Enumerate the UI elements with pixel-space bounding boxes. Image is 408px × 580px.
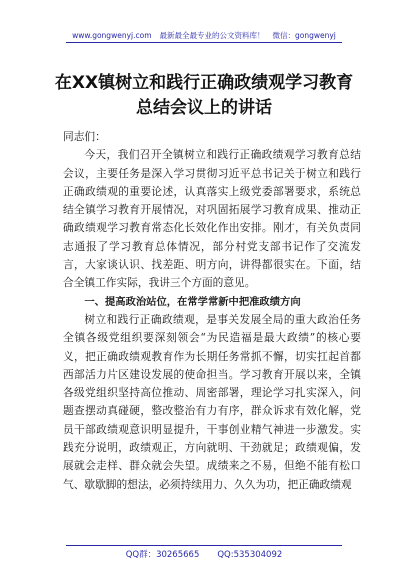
section-1-paragraph: 树立和践行正确政绩观，是事关发展全局的重大政治任务全镇各级党组织要深刻领会“为民造福是最大政绩”的核心要义，把正确政绩观教育作为长期任务常抓不懈，切实扛起首都西部活力片区建设发展的使命担当。学习教育开展以来，全镇各级党组织坚持高位推动、周密部署，理论学习扎实深入，问题查摆动真碰硬，整改整治有力有序，群众诉求有效化解，党员干部政绩观意识明显提升，干事创业精气神进一步激发。实践充分说明，政绩观正，方向就明、干劲就足；政绩观偏，发展就会走样、群众就会失望。成绩来之不易，但绝不能有松口气、歇歇脚的想法，必须持续用力、久久为功，把正确政绩观 — [63, 312, 361, 491]
qq-contact: QQ:535304092 — [217, 550, 283, 560]
document-title-line-2: 总结会议上的讲话 — [136, 98, 272, 118]
site-header — [0, 30, 408, 41]
footer-divider — [66, 545, 342, 546]
intro-paragraph: 今天，我们召开全镇树立和践行正确政绩观学习教育总结会议，主要任务是深入学习贯彻习近平总书记关于树立和践行正确政绩观的重要论述，认真落实上级党委部署要求，系统总结全镇学习教育开展情况，对巩固拓展学习教育成果、推动正确政绩观学习教育常态化长效化作出安排。刚才，有关负责同志通报了学习教育总体情况，部分村党支部书记作了交流发言，大家谈认识、找差距、明方向，讲得都很实在。下面，结合全镇工作实际，我讲三个方面的意见。 — [63, 148, 361, 290]
site-slogan: 最新最全最专业的公文资料库！ — [159, 31, 265, 40]
document-title-line-1: 在XX镇树立和践行正确政绩观学习教育 — [54, 73, 354, 93]
wechat-id: 微信：gongwenyj — [272, 31, 336, 40]
section-1-heading: 一、提高政治站位，在常学常新中把准政绩方向 — [84, 295, 301, 308]
header-divider — [66, 42, 342, 43]
site-footer — [0, 548, 408, 560]
site-url[interactable]: www.gongwenyj.com — [72, 31, 152, 40]
qq-group: QQ群：30265665 — [125, 550, 200, 560]
salutation: 同志们： — [63, 130, 106, 143]
document-body — [63, 128, 361, 494]
